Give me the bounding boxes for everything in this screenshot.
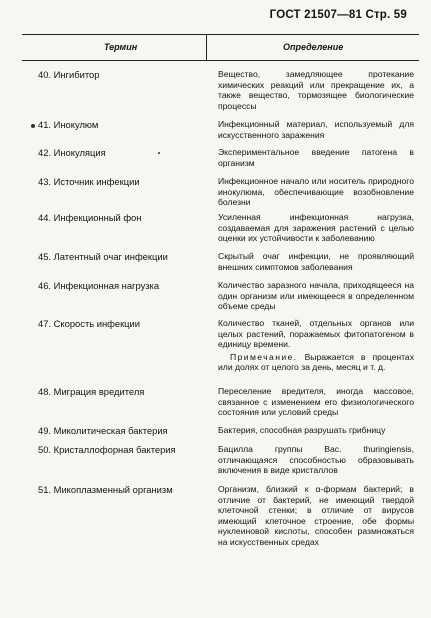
- term: 48. Миграция вредителя: [38, 386, 145, 397]
- definition: Бацилла группы Bac. thuringiensis, отличающаяся способностью образовывать включения в виде кристаллов: [218, 444, 414, 476]
- definition: Усиленная инфекционная нагрузка, создаваемая для заражения растений с целью оценки их устойчивости к заболеванию: [218, 212, 414, 244]
- term: 47. Скорость инфекции: [38, 318, 141, 329]
- definition: Количество тканей, отдельных органов или целых растений, поражаемых фитопатогеном в единицу времени. Примечание. Выражается в процентах или долях от целого за день, месяц и т. д.: [218, 318, 414, 373]
- term: 41. Инокулюм: [38, 119, 99, 130]
- table-top-rule: [22, 34, 419, 35]
- definition: Скрытый очаг инфекции, не проявляющий внешних симптомов заболевания: [218, 251, 414, 272]
- term: 43. Источник инфекции: [38, 176, 140, 187]
- term: 40. Ингибитор: [38, 69, 100, 80]
- term: 44. Инфекционный фон: [38, 212, 142, 223]
- term: 46. Инфекционная нагрузка: [38, 280, 160, 291]
- term: 42. Инокуляция: [38, 147, 106, 158]
- column-divider: [206, 34, 207, 61]
- page-header: ГОСТ 21507—81 Стр. 59: [269, 9, 407, 21]
- definition: Переселение вредителя, иногда массовое, связанное с изменением его физиологического состояния или условий среды: [218, 386, 414, 418]
- definition: Бактерия, способная разрушать грибницу: [218, 425, 386, 435]
- term: 45. Латентный очаг инфекции: [38, 251, 168, 262]
- definition: Количество заразного начала, приходящееся на один организм или имеющееся в определенном объеме среды: [218, 280, 414, 312]
- term: 51. Микоплазменный организм: [38, 484, 173, 495]
- definition: Инфекционный материал, используемый для искусственного заражения: [218, 119, 414, 140]
- note-text: Выражается в процентах или долях от целого за день, месяц и т. д.: [218, 351, 414, 373]
- column-header-term: Термин: [104, 42, 138, 52]
- term: 50. Кристаллофорная бактерия: [38, 444, 176, 455]
- definition: Организм, близкий к α-формам бактерий; в отличие от бактерий, не имеющий твердой клеточной стенки; в отличие от вирусов имеющий клеточное строение, обе формы нуклеиновой кислоты, способен размножаться на искусственных средах: [218, 484, 414, 547]
- definition: Инфекционное начало или носитель природного инокулюма, обеспечивающие возобновление болезни: [218, 176, 414, 208]
- column-header-definition: Определение: [283, 42, 344, 52]
- ink-spot: [31, 124, 35, 128]
- definition: Вещество, замедляющее протекание химических реакций или прекращение их, а также вещество, тормозящее биологические процессы: [218, 69, 414, 111]
- ink-spot: [158, 152, 160, 154]
- table-header-rule: [22, 60, 419, 61]
- definition: Экспериментальное введение патогена в организм: [218, 147, 414, 168]
- note-label: Примечание.: [230, 351, 298, 362]
- term: 49. Миколитическая бактерия: [38, 425, 168, 436]
